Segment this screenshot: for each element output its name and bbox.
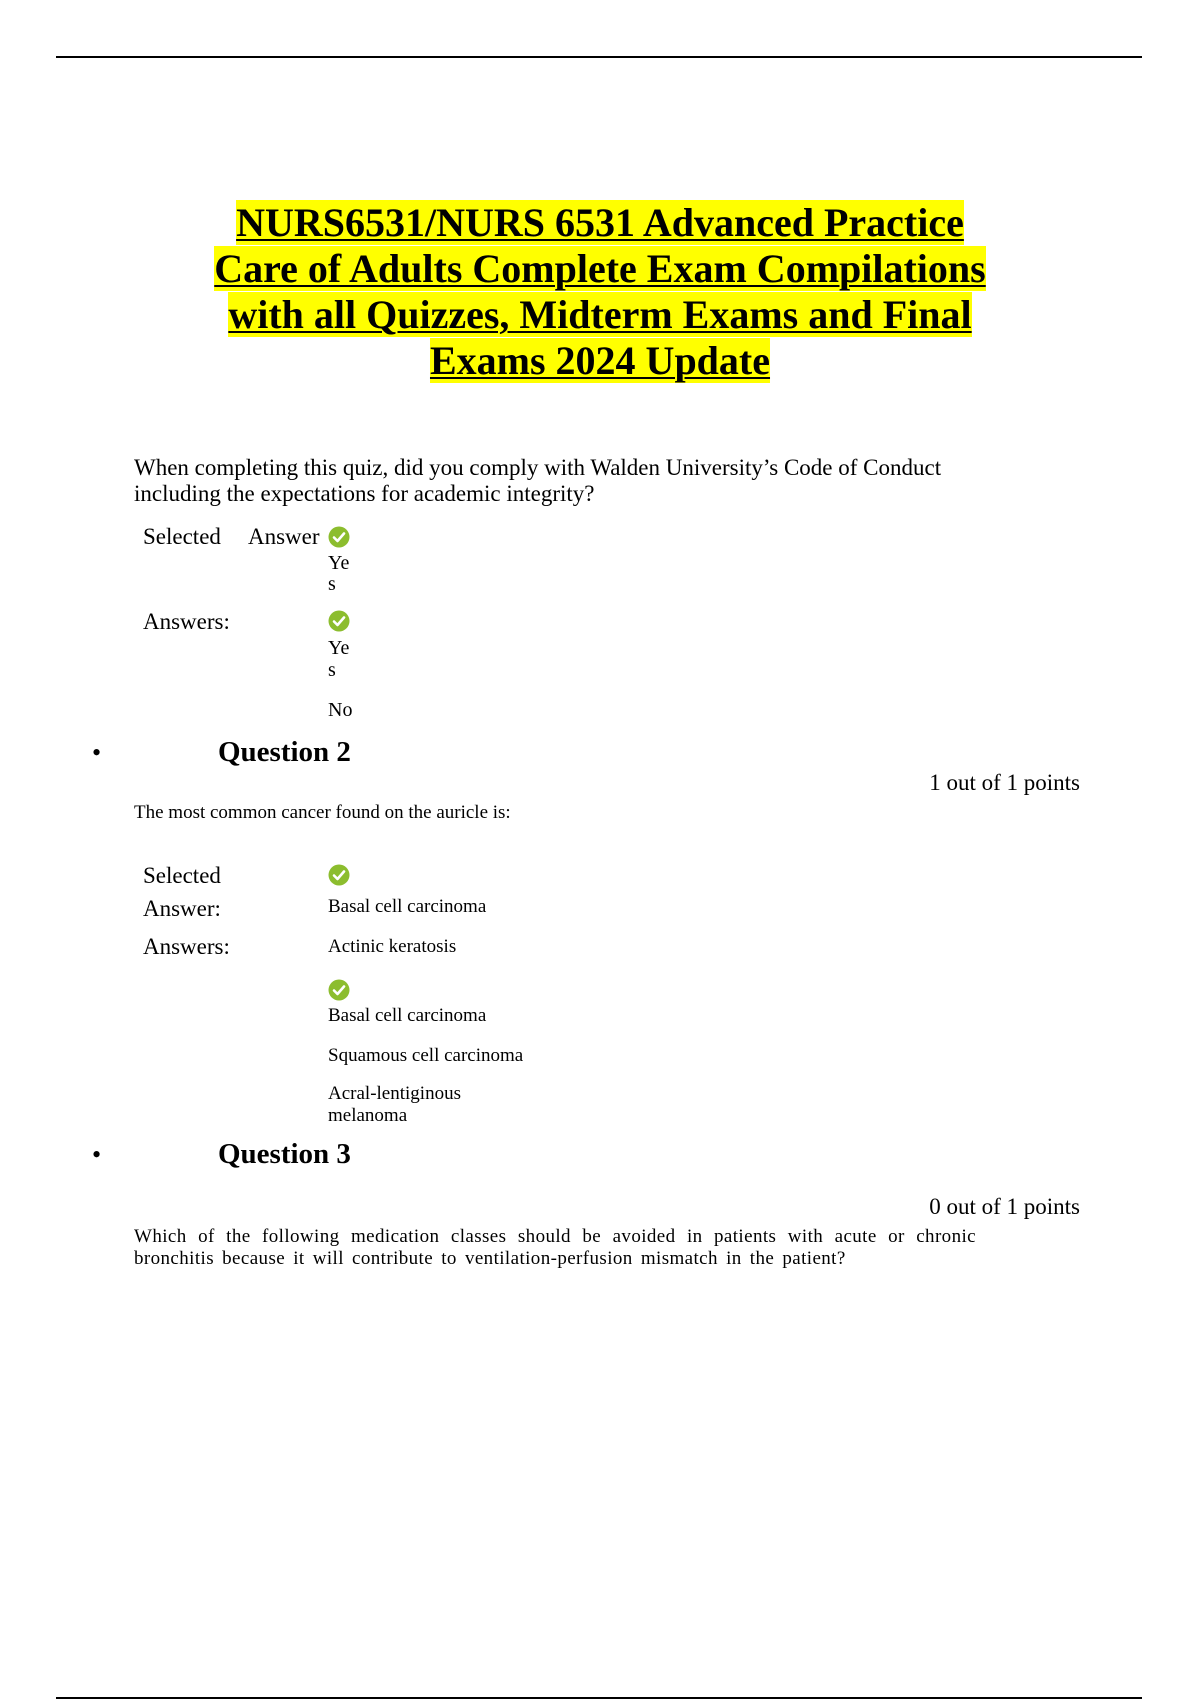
answer-option: Basal cell carcinoma <box>328 1005 487 1026</box>
check-circle-icon <box>328 610 350 632</box>
answer-label: Answer <box>248 524 320 549</box>
question-1-text: When completing this quiz, did you comply with Walden University’s Code of Conduct including the expectations for academic integrity? <box>134 455 942 506</box>
question-3-heading: Question 3 <box>218 1138 351 1170</box>
answer-option: No <box>328 699 353 721</box>
selected-label: Selected <box>143 524 221 549</box>
bullet: • <box>92 738 102 767</box>
check-circle-icon <box>328 864 350 886</box>
title-line: Care of Adults Complete Exam Compilations <box>214 246 986 291</box>
title-line: Exams 2024 Update <box>429 338 771 383</box>
document-title <box>100 200 1100 384</box>
selected-answer-line: s <box>328 573 336 595</box>
title-line: with all Quizzes, Midterm Exams and Final <box>228 292 972 337</box>
selected-answer: Basal cell carcinoma <box>328 896 487 917</box>
question-3-text: Which of the following medication classes should be avoided in patients with acute or chronic bronchitis because it will contribute to ventilation-perfusion mismatch in the patient? <box>134 1226 976 1269</box>
answer-option: Actinic keratosis <box>328 936 457 957</box>
answer-option-line: melanoma <box>328 1105 408 1126</box>
answers-label: Answers: <box>143 934 230 959</box>
top-rule <box>56 56 1142 58</box>
bullet: • <box>92 1140 102 1169</box>
answer-option: Squamous cell carcinoma <box>328 1045 524 1066</box>
question-2-points: 1 out of 1 points <box>929 770 1080 795</box>
answers-label: Answers: <box>143 609 230 634</box>
check-circle-icon <box>328 979 350 1001</box>
answer-label: Answer: <box>143 896 221 921</box>
selected-label: Selected <box>143 863 221 888</box>
question-3-points: 0 out of 1 points <box>929 1194 1080 1219</box>
question-2-text: The most common cancer found on the auricle is: <box>134 802 511 823</box>
answer-option-line: Acral-lentiginous <box>328 1083 461 1104</box>
title-line: NURS6531/NURS 6531 Advanced Practice <box>236 200 964 245</box>
bottom-rule <box>56 1697 1142 1699</box>
answer-option-line: s <box>328 659 336 681</box>
question-2-heading: Question 2 <box>218 736 351 768</box>
answer-option-line: Ye <box>328 637 350 659</box>
check-circle-icon <box>328 526 350 548</box>
selected-answer-line: Ye <box>328 552 350 574</box>
